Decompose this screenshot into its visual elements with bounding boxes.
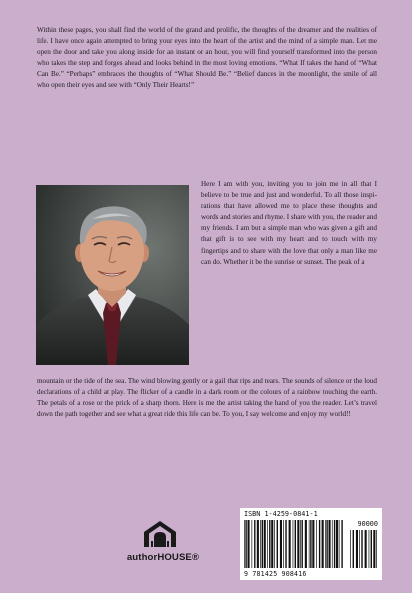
barcode-bar bbox=[336, 520, 338, 568]
barcode-bar bbox=[274, 520, 275, 568]
barcode-bar bbox=[312, 520, 314, 568]
house-arch-icon bbox=[143, 520, 177, 548]
barcode-bar bbox=[300, 520, 301, 568]
barcode-bar bbox=[262, 520, 263, 568]
publisher-name: authorHOUSE® bbox=[126, 552, 200, 563]
barcode-bar bbox=[353, 530, 354, 568]
price-code: 90000 bbox=[357, 520, 378, 528]
barcode-bar bbox=[332, 520, 333, 568]
barcode-bar bbox=[280, 520, 282, 568]
barcode-bar bbox=[359, 530, 360, 568]
barcode-bar bbox=[289, 520, 291, 568]
barcode-bar bbox=[376, 530, 377, 568]
barcode-bar bbox=[322, 520, 324, 568]
barcode-bar bbox=[369, 530, 370, 568]
barcode-bar bbox=[295, 520, 296, 568]
barcode-bar bbox=[248, 520, 250, 568]
barcode-bar bbox=[371, 530, 372, 568]
barcode-bar bbox=[271, 520, 273, 568]
barcode-bar bbox=[373, 530, 375, 568]
barcode-bar bbox=[269, 520, 270, 568]
isbn-barcode bbox=[240, 508, 382, 580]
isbn-label: ISBN 1-4259-0841-1 bbox=[244, 510, 318, 518]
barcode-bar bbox=[356, 530, 358, 568]
barcode-bar bbox=[267, 520, 268, 568]
barcode-bar bbox=[293, 520, 294, 568]
barcode-bar bbox=[329, 520, 331, 568]
author-photo bbox=[36, 185, 189, 365]
author-paragraph-upper: Here I am with you, inviting you to join me in all that I believe to be true and just and wonderful. To all those inspirations that have allowed me to place these thoughts and words and stories and rhyme. I share with you, the reader and my friends. I am but a simple man who was given a gift and that gift is to see with my heart and to touch with my fingertips and to share with the love that only a man like me can do. Whether it be the sunrise or sunset. The peak of a bbox=[201, 180, 377, 266]
barcode-bar bbox=[310, 520, 311, 568]
barcode-bar bbox=[334, 520, 335, 568]
barcode-bar bbox=[316, 520, 317, 568]
barcode-bar bbox=[341, 520, 342, 568]
barcode-bar bbox=[361, 530, 362, 568]
ean-digits: 9 781425 908416 bbox=[244, 570, 307, 578]
addon-bars bbox=[350, 530, 378, 568]
barcode-bar bbox=[326, 520, 327, 568]
barcode-bar bbox=[277, 520, 278, 568]
barcode-bar bbox=[245, 520, 246, 568]
barcode-bar bbox=[297, 520, 299, 568]
barcode-bar bbox=[309, 520, 310, 568]
barcode-bar bbox=[283, 520, 284, 568]
barcode-bar bbox=[302, 520, 303, 568]
author-paragraph-lower: mountain or the tide of the sea. The wind blowing gently or a gail that rips and tears. The sounds of silence or the loud declarations of a child at play. The flicker of a candle in a dark room or the colours of a rainbow touching the earth. The petals of a rose or the prick of a sharp thorn. Here is me the artist taking the hand of you the reader. Let’s travel down the path together and see what a great ride this life can be. To you, I say welcome and enjoy my world!! bbox=[37, 377, 377, 419]
barcode-bar bbox=[325, 520, 326, 568]
barcode-bar bbox=[264, 520, 266, 568]
barcode-bar bbox=[244, 520, 245, 568]
barcode-bar bbox=[350, 530, 351, 568]
barcode-bar bbox=[305, 520, 307, 568]
barcode-bar bbox=[365, 530, 367, 568]
barcode-bar bbox=[252, 520, 253, 568]
publisher-logo bbox=[118, 520, 208, 570]
barcode-bar bbox=[254, 520, 255, 568]
intro-paragraph: Within these pages, you shall find the world of the grand and prolific, the thoughts of the dreamer and the realities of life. I have once again attempted to bring your eyes into the heart of the artist and the mind of a simple man. Let me open the door and take you along inside for an instant or an hour, you will find yourself transformed into the person who takes the step and forges ahead and looks behind in the most loving emotions. “What If takes the hand of “What Can Be.” “Perhaps” embraces the thoughts of “What Should Be.” “Belief dances in the moonlight, the smile of all who open their eyes and see with “Only Their Hearts!” bbox=[37, 26, 377, 90]
barcode-bar bbox=[260, 520, 261, 568]
barcode-bar bbox=[319, 520, 320, 568]
ean-bars bbox=[244, 520, 344, 568]
barcode-bar bbox=[257, 520, 259, 568]
barcode-bar bbox=[339, 520, 340, 568]
barcode-bar bbox=[285, 520, 286, 568]
